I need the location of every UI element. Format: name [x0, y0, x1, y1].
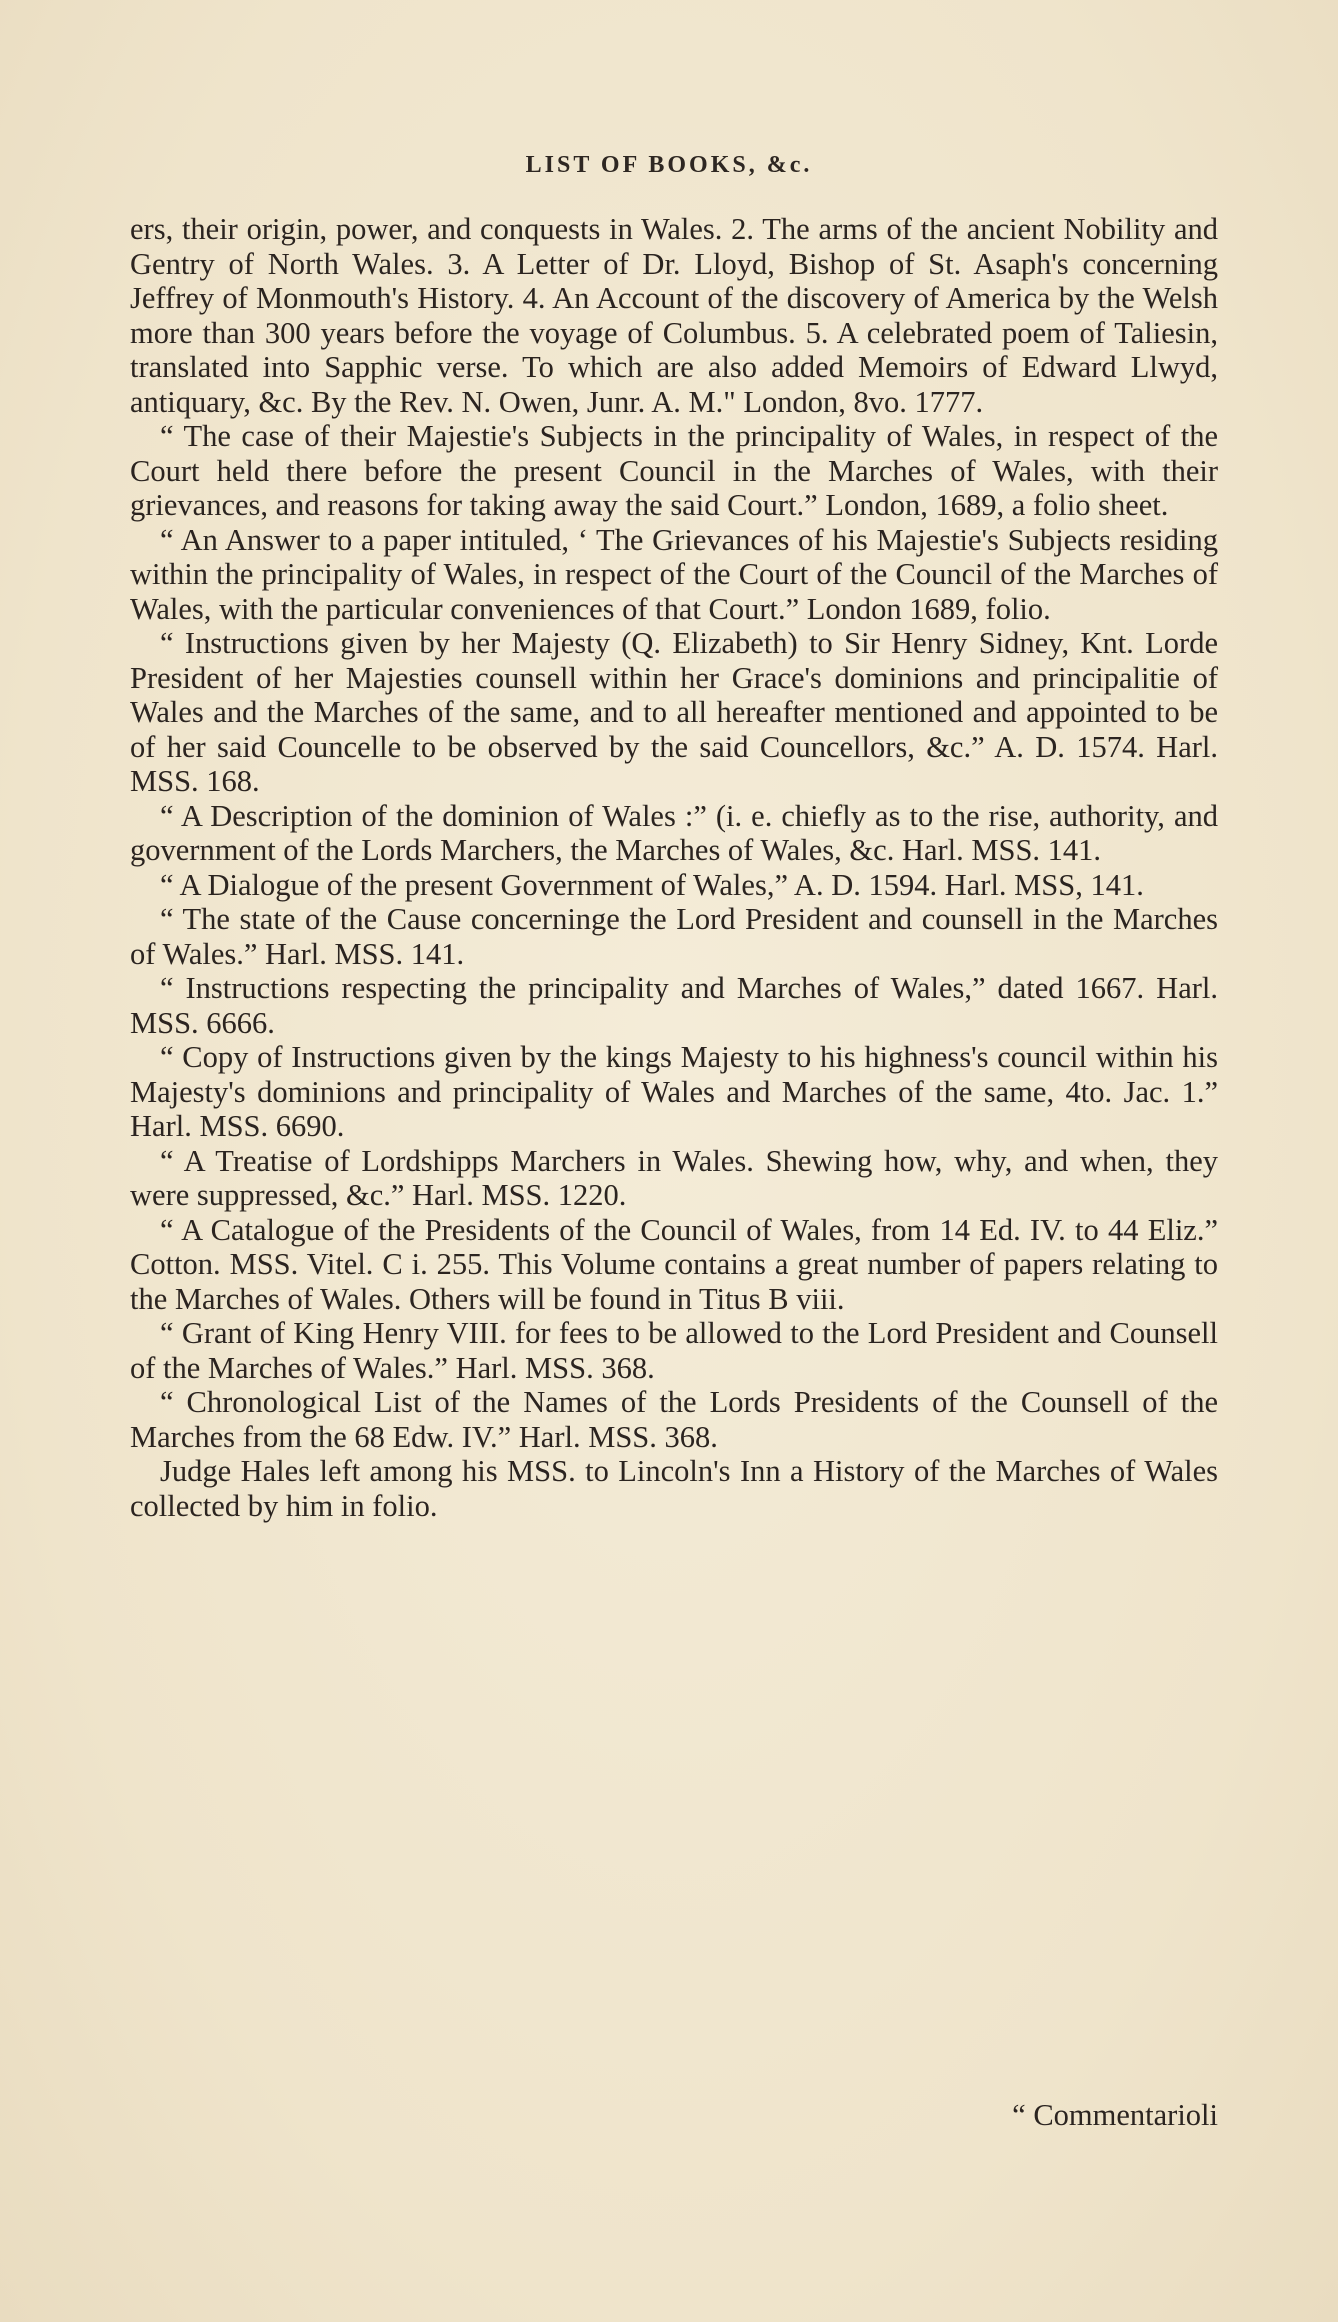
- catchword: “ Commentarioli: [1012, 2098, 1218, 2132]
- list-entry: “ An Answer to a paper intituled, ‘ The Grievances of his Majestie's Subjects residing within the principality of Wales, in respect of the Court of the Council of the Marches of Wales, with the particular conveniences of that Court.” London 1689, folio.: [130, 522, 1218, 626]
- list-entry: “ Instructions respecting the principality and Marches of Wales,” dated 1667. Harl. MSS. 6666.: [130, 971, 1218, 1040]
- list-entry: Judge Hales left among his MSS. to Lincoln's Inn a History of the Marches of Wales collected by him in folio.: [130, 1454, 1218, 1523]
- list-entry: “ Chronological List of the Names of the Lords Presidents of the Counsell of the Marches from the 68 Edw. IV.” Harl. MSS. 368.: [130, 1385, 1218, 1454]
- list-entry: “ Instructions given by her Majesty (Q. Elizabeth) to Sir Henry Sidney, Knt. Lorde President of her Majesties counsell within her Grace's dominions and principalitie of Wales and the Marches of the same, and to all hereafter mentioned and appointed to be of her said Councelle to be observed by the said Councellors, &c.” A. D. 1574. Harl. MSS. 168.: [130, 626, 1218, 798]
- list-entry: “ Copy of Instructions given by the kings Majesty to his highness's council within his Majesty's dominions and principality of Wales and Marches of the same, 4to. Jac. 1.” Harl. MSS. 6690.: [130, 1040, 1218, 1143]
- list-entry: “ A Catalogue of the Presidents of the Council of Wales, from 14 Ed. IV. to 44 Eliz.” Cotton. MSS. Vitel. C i. 255. This Volume contains a great number of papers relating to the Marches of Wales. Others will be found in Titus B viii.: [130, 1212, 1218, 1316]
- list-entry: “ A Dialogue of the present Government of Wales,” A. D. 1594. Harl. MSS, 141.: [160, 867, 1144, 902]
- list-entry: ers, their origin, power, and conquests in Wales. 2. The arms of the ancient Nobility and Gentry of North Wales. 3. A Letter of Dr. Lloyd, Bishop of St. Asaph's concerning Jeffrey of Monmouth's History. 4. An Account of the discovery of America by the Welsh more than 300 years before the voyage of Columbus. 5. A celebrated poem of Taliesin, translated into Sapphic verse. To which are also added Memoirs of Edward Llwyd, antiquary, &c. By the Rev. N. Owen, Junr. A. M." London, 8vo. 1777.: [130, 212, 1218, 419]
- running-head: LIST OF BOOKS, &c.: [525, 152, 813, 178]
- list-entry: “ The state of the Cause concerninge the Lord President and counsell in the Marches of Wales.” Harl. MSS. 141.: [130, 902, 1218, 971]
- list-entry: “ A Treatise of Lordshipps Marchers in Wales. Shewing how, why, and when, they were suppressed, &c.” Harl. MSS. 1220.: [130, 1143, 1218, 1212]
- list-entry: “ The case of their Majestie's Subjects in the principality of Wales, in respect of the Court held there before the present Council in the Marches of Wales, with their grievances, and reasons for taking away the said Court.” London, 1689, a folio sheet.: [130, 419, 1218, 522]
- list-entry: “ Grant of King Henry VIII. for fees to be allowed to the Lord President and Counsell of the Marches of Wales.” Harl. MSS. 368.: [130, 1316, 1218, 1385]
- book-list-body: [130, 212, 1218, 1523]
- list-entry: “ A Description of the dominion of Wales :” (i. e. chiefly as to the rise, authority, and government of the Lords Marchers, the Marches of Wales, &c. Harl. MSS. 141.: [130, 798, 1218, 867]
